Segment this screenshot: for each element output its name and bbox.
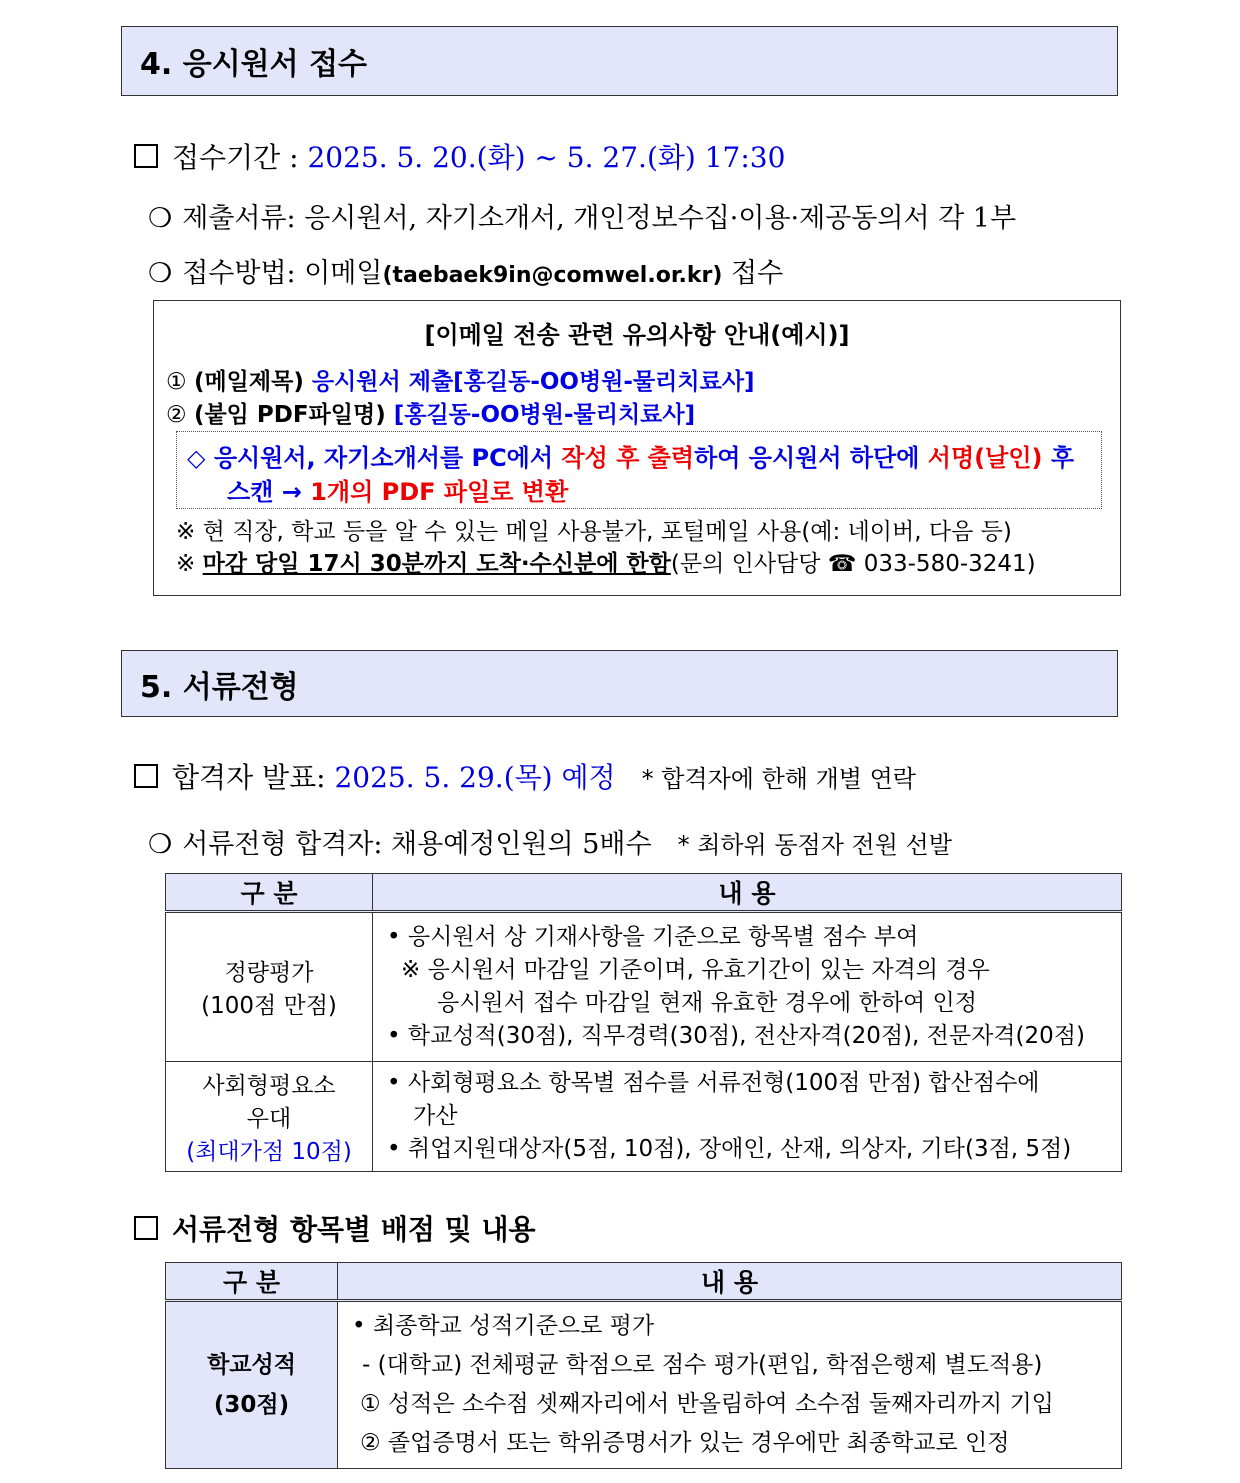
note-2-prefix: ※ — [176, 551, 203, 577]
content-line: • 취업지원대상자(5점, 10점), 장애인, 산재, 의상자, 기타(3점, 5점) — [387, 1136, 1072, 1162]
header-category: 구 분 — [166, 874, 373, 912]
checkbox-square-icon — [134, 1216, 158, 1240]
contact-info: (문의 인사담당 ☎ 033-580-3241) — [670, 551, 1036, 577]
pass-criteria-line — [148, 822, 952, 861]
table-header-row — [166, 1263, 1122, 1301]
item-1-number: ① — [166, 369, 194, 395]
section-5-title: 5. 서류전형 — [140, 669, 299, 705]
instruction-line-2 — [227, 472, 568, 507]
content-line: 가산 — [413, 1103, 458, 1129]
notice-note-1: ※ 현 직장, 학교 등을 알 수 있는 메일 사용불가, 포털메일 사용(예: 네이버, 다음 등) — [176, 519, 1012, 545]
notice-title: [이메일 전송 관련 유의사항 안내(예시)] — [424, 321, 850, 349]
pass-label: 서류전형 합격자: 채용예정인원의 5배수 — [182, 829, 652, 860]
circle-bullet-icon: ❍ — [148, 258, 173, 289]
scoring-title-text: 서류전형 항목별 배점 및 내용 — [172, 1213, 536, 1246]
table-row — [166, 1062, 1122, 1172]
content-line: ② 졸업증명서 또는 학위증명서가 있는 경우에만 최종학교로 인정 — [360, 1430, 1010, 1456]
content-line: • 사회형평요소 항목별 점수를 서류전형(100점 만점) 합산점수에 — [387, 1070, 1040, 1096]
documents-text: 제출서류: 응시원서, 자기소개서, 개인정보수집·이용·제공동의서 각 1부 — [182, 203, 1017, 234]
section-4-header — [121, 26, 1118, 96]
category-line: 우대 — [246, 1106, 292, 1132]
email-notice-box — [153, 300, 1121, 596]
content-line: ① 성적은 소수점 셋째자리에서 반올림하여 소수점 둘째자리까지 기입 — [360, 1391, 1054, 1417]
row-content — [373, 1062, 1122, 1172]
circle-bullet-icon: ❍ — [148, 203, 173, 234]
instruction-part-a: ◇ 응시원서, 자기소개서를 PC에서 — [187, 444, 562, 472]
checkbox-square-icon — [134, 764, 158, 788]
item-2-label: (붙임 PDF파일명) — [193, 402, 394, 428]
document-screening-table — [165, 873, 1122, 1172]
method-email: (taebaek9in@comwel.or.kr) — [382, 263, 723, 288]
item-1-value: 응시원서 제출[홍길동-OO병원-물리치료사] — [311, 369, 755, 395]
category-line: 학교성적 — [207, 1352, 296, 1378]
row-content — [373, 912, 1122, 1062]
deadline-emphasis: 마감 당일 17시 30분까지 도착·수신분에 한함 — [202, 551, 671, 577]
submission-documents — [148, 196, 1016, 235]
section-4-title: 4. 응시원서 접수 — [140, 47, 368, 82]
header-category: 구 분 — [166, 1263, 338, 1301]
pass-note: * 최하위 동점자 전원 선발 — [677, 831, 952, 859]
instruction-part-d: 서명(날인) — [927, 444, 1043, 472]
instruction-line-1 — [187, 438, 1074, 473]
item-2-value: [홍길동-OO병원-물리치료사] — [393, 402, 696, 428]
submission-method — [148, 251, 783, 290]
notice-note-2 — [176, 545, 1036, 578]
category-line: (100점 만점) — [201, 993, 337, 1019]
content-line: • 응시원서 상 기재사항을 기준으로 항목별 점수 부여 — [387, 924, 919, 950]
method-prefix: 접수방법: 이메일 — [182, 258, 383, 289]
category-line: 정량평가 — [224, 960, 314, 986]
announce-note: * 합격자에 한해 개별 연락 — [641, 765, 916, 793]
header-content: 내 용 — [373, 874, 1122, 912]
instruction-part-g: 1개의 PDF 파일로 변환 — [310, 478, 569, 506]
circle-bullet-icon: ❍ — [148, 829, 173, 860]
period-label: 접수기간 : — [172, 141, 308, 174]
row-content — [338, 1301, 1122, 1469]
table-header-row — [166, 874, 1122, 912]
scoring-section-title — [134, 1208, 536, 1248]
content-line: ※ 응시원서 마감일 기준이며, 유효기간이 있는 자격의 경우 — [401, 957, 990, 983]
conversion-instruction-box — [176, 431, 1102, 509]
content-line: • 최종학교 성적기준으로 평가 — [352, 1313, 655, 1339]
notice-item-1 — [166, 363, 755, 396]
announce-value: 2025. 5. 29.(목) 예정 — [334, 761, 616, 794]
method-suffix: 접수 — [722, 258, 784, 289]
category-line: (30점) — [213, 1392, 290, 1418]
announcement-line — [134, 756, 916, 796]
announce-label: 합격자 발표: — [172, 761, 335, 794]
scoring-table — [165, 1262, 1122, 1469]
instruction-part-b: 작성 후 출력 — [561, 444, 695, 472]
table-row — [166, 912, 1122, 1062]
row-category — [166, 1062, 373, 1172]
content-line: - (대학교) 전체평균 학점으로 점수 평가(편입, 학점은행제 별도적용) — [362, 1352, 1043, 1378]
reception-period — [134, 136, 785, 176]
category-line: (최대가점 10점) — [186, 1139, 352, 1165]
instruction-part-e: 후 — [1042, 444, 1075, 472]
content-line: 응시원서 접수 마감일 현재 유효한 경우에 한하여 인정 — [437, 990, 977, 1016]
section-5-header — [121, 650, 1118, 717]
period-value: 2025. 5. 20.(화) ~ 5. 27.(화) 17:30 — [307, 141, 786, 174]
row-category — [166, 912, 373, 1062]
instruction-part-c: 하여 응시원서 하단에 — [694, 444, 928, 472]
instruction-part-f: 스캔 → — [227, 478, 311, 506]
header-content: 내 용 — [338, 1263, 1122, 1301]
content-line: • 학교성적(30점), 직무경력(30점), 전산자격(20점), 전문자격(20점) — [387, 1023, 1085, 1049]
table-row — [166, 1301, 1122, 1469]
checkbox-square-icon — [134, 144, 158, 168]
item-1-label: (메일제목) — [193, 369, 312, 395]
category-line: 사회형평요소 — [202, 1073, 336, 1099]
row-category — [166, 1301, 338, 1469]
notice-item-2 — [166, 396, 695, 429]
item-2-number: ② — [166, 402, 194, 428]
